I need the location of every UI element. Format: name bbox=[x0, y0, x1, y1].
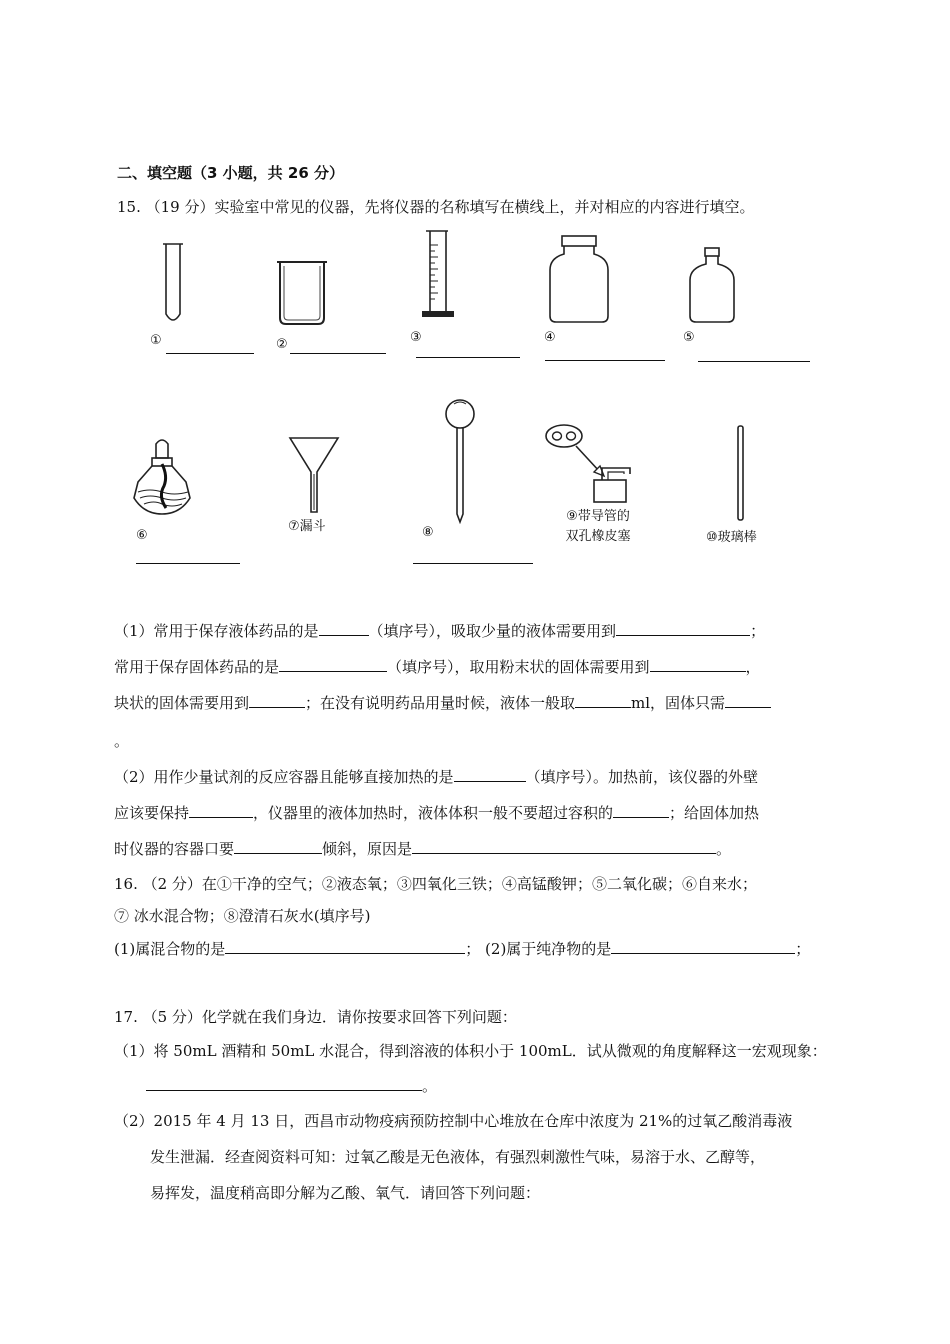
instrument-name: 玻璃棒 bbox=[717, 530, 757, 545]
instrument-name: 双孔橡皮塞 bbox=[565, 529, 631, 544]
answer-blank[interactable] bbox=[454, 767, 526, 782]
instrument-number: ⑩ bbox=[706, 530, 718, 545]
instrument-number: ⑨ bbox=[566, 509, 578, 524]
instrument-number: ⑤ bbox=[683, 330, 695, 345]
instrument-number: ② bbox=[276, 337, 288, 352]
instrument-label-rod bbox=[706, 528, 757, 548]
q16-stem: 16. （2 分）在①干净的空气；②液态氧；③四氧化三铁；④高锰酸钾；⑤二氧化碳；⑥自来水； bbox=[114, 875, 757, 893]
q17-stem: 17. （5 分）化学就在我们身边．请你按要求回答下列问题： bbox=[114, 1008, 517, 1026]
instrument-number: ① bbox=[150, 333, 162, 348]
answer-blank[interactable] bbox=[189, 803, 253, 818]
q15-p1-line3: 块状的固体需要用到 ；在没有说明药品用量时候，液体一般取 ml，固体只需 bbox=[114, 692, 771, 713]
q17-p2-line1: （2）2015 年 4 月 13 日，西昌市动物疫病预防控制中心堆放在仓库中浓度为 21%的过氧乙酸消毒液 bbox=[114, 1112, 793, 1130]
answer-blank[interactable] bbox=[234, 839, 322, 854]
q16-answers: (1)属混合物的是 ； (2)属于纯净物的是 ； bbox=[114, 940, 811, 958]
instrument-label-funnel bbox=[288, 517, 326, 537]
instrument-number: ③ bbox=[410, 330, 422, 345]
instrument-number: ⑦ bbox=[288, 519, 300, 534]
answer-blank[interactable] bbox=[613, 803, 669, 818]
answer-blank[interactable] bbox=[416, 357, 520, 358]
beaker-icon bbox=[274, 256, 330, 328]
instrument-number: ⑥ bbox=[136, 528, 148, 543]
answer-blank[interactable] bbox=[650, 657, 746, 672]
answer-blank[interactable] bbox=[725, 693, 771, 708]
answer-blank[interactable] bbox=[611, 939, 795, 954]
wide-mouth-bottle-icon bbox=[544, 232, 614, 328]
answer-blank[interactable] bbox=[166, 353, 254, 354]
answer-blank[interactable] bbox=[249, 693, 305, 708]
answer-blank[interactable] bbox=[146, 1076, 422, 1091]
alcohol-lamp-icon bbox=[130, 436, 194, 518]
instrument-label-stopper bbox=[548, 507, 648, 547]
funnel-icon bbox=[286, 432, 342, 514]
q15-p2-line2: 应该要保持 ，仪器里的液体加热时，液体体积一般不要超过容积的 ；给固体加热 bbox=[114, 804, 760, 822]
answer-blank[interactable] bbox=[413, 563, 533, 564]
dropper-icon bbox=[440, 396, 480, 524]
instrument-number: ④ bbox=[544, 330, 556, 345]
answer-blank[interactable] bbox=[136, 563, 240, 564]
instrument-name: 带导管的 bbox=[577, 509, 630, 524]
q15-p1-line2: 常用于保存固体药品的是 （填序号），取用粉末状的固体需要用到 ， bbox=[114, 658, 761, 676]
answer-blank[interactable] bbox=[616, 621, 750, 636]
answer-blank[interactable] bbox=[575, 693, 631, 708]
answer-blank[interactable] bbox=[698, 361, 810, 362]
q16-stem-2: ⑦ 冰水混合物；⑧澄清石灰水(填序号) bbox=[114, 907, 371, 925]
q15-p1-line1: （1）常用于保存液体药品的是 （填序号），吸取少量的液体需要用到 ； bbox=[114, 622, 766, 640]
instrument-number: ⑧ bbox=[422, 525, 434, 540]
narrow-mouth-bottle-icon bbox=[684, 244, 740, 328]
q17-p2-line2: 发生泄漏．经查阅资料可知：过氧乙酸是无色液体，有强烈刺激性气味，易溶于水、乙醇等， bbox=[150, 1148, 766, 1166]
rubber-stopper-icon bbox=[542, 422, 638, 506]
q15-p2-line1: （2）用作少量试剂的反应容器且能够直接加热的是 （填序号）。加热前，该仪器的外壁 bbox=[114, 768, 759, 786]
answer-blank[interactable] bbox=[319, 621, 369, 636]
q15-p2-line3: 时仪器的容器口要 倾斜，原因是 。 bbox=[114, 840, 732, 858]
graduated-cylinder-icon bbox=[418, 225, 458, 325]
section-title: 二、填空题（3 小题，共 26 分） bbox=[117, 164, 344, 182]
answer-blank[interactable] bbox=[279, 657, 387, 672]
test-tube-icon bbox=[158, 238, 188, 328]
glass-rod-icon bbox=[734, 424, 748, 524]
q17-p1: （1）将 50mL 酒精和 50mL 水混合，得到溶液的体积小于 100mL．试从微观的角度解释这一宏观现象： bbox=[114, 1042, 827, 1060]
answer-blank[interactable] bbox=[545, 360, 665, 361]
q17-p2-line3: 易挥发，温度稍高即分解为乙酸、氧气．请回答下列问题： bbox=[150, 1184, 541, 1202]
instrument-name: 漏斗 bbox=[299, 519, 326, 534]
q17-p1-answer: 。 bbox=[146, 1075, 437, 1096]
answer-blank[interactable] bbox=[290, 353, 386, 354]
q15-p1-line4: 。 bbox=[114, 732, 130, 750]
answer-blank[interactable] bbox=[225, 939, 465, 954]
answer-blank[interactable] bbox=[412, 839, 716, 854]
q15-stem: 15. （19 分）实验室中常见的仪器，先将仪器的名称填写在横线上，并对相应的内容进行填空。 bbox=[117, 198, 755, 216]
